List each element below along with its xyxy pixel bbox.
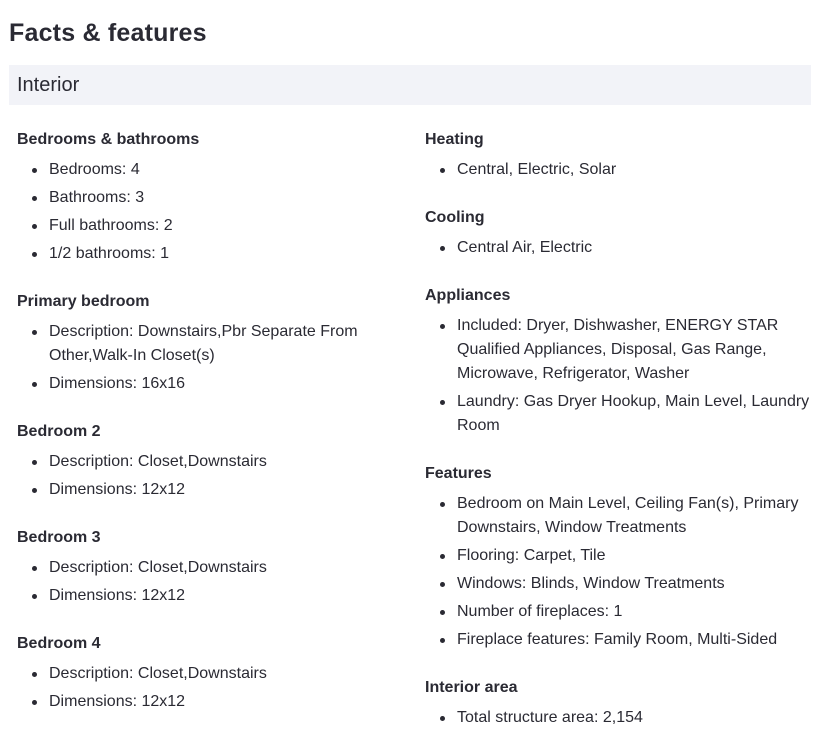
group-title: Cooling [425, 209, 485, 226]
fact-list [17, 320, 407, 396]
fact-item: Dimensions: 12x12 [17, 478, 407, 502]
fact-list [425, 314, 820, 438]
fact-item: Description: Closet,Downstairs [17, 450, 407, 474]
group-primary-bedroom [17, 284, 407, 396]
group-bedroom-2 [17, 414, 407, 502]
group-title: Appliances [425, 287, 511, 304]
group-title: Bedroom 2 [17, 423, 101, 440]
page-title: Facts & features [9, 19, 207, 47]
fact-item: Bedrooms: 4 [17, 158, 407, 182]
fact-item: 1/2 bathrooms: 1 [17, 242, 407, 266]
fact-list [425, 492, 820, 652]
fact-item: Full bathrooms: 2 [17, 214, 407, 238]
group-heating [425, 122, 820, 182]
fact-item: Windows: Blinds, Window Treatments [425, 572, 820, 596]
fact-list [17, 158, 407, 266]
section-title: Interior [17, 74, 80, 96]
fact-item: Laundry: Gas Dryer Hookup, Main Level, Laundry Room [425, 390, 820, 438]
fact-item: Dimensions: 12x12 [17, 584, 407, 608]
group-title: Heating [425, 131, 484, 148]
fact-item: Dimensions: 12x12 [17, 690, 407, 714]
fact-list [17, 662, 407, 714]
interior-section-header[interactable] [9, 65, 811, 105]
fact-list [17, 556, 407, 608]
interior-right-column [425, 122, 820, 738]
fact-item: Fireplace features: Family Room, Multi-Sided [425, 628, 820, 652]
fact-list [425, 158, 820, 182]
group-interior-area [425, 670, 820, 730]
group-title: Interior area [425, 679, 518, 696]
fact-item: Description: Closet,Downstairs [17, 662, 407, 686]
fact-item: Dimensions: 16x16 [17, 372, 407, 396]
fact-item: Total structure area: 2,154 [425, 706, 820, 730]
fact-list [425, 706, 820, 730]
group-appliances [425, 278, 820, 438]
fact-list [425, 236, 820, 260]
fact-list [17, 450, 407, 502]
group-title: Features [425, 465, 492, 482]
interior-left-column [17, 122, 407, 732]
group-features [425, 456, 820, 652]
fact-item: Flooring: Carpet, Tile [425, 544, 820, 568]
group-title: Bedroom 4 [17, 635, 101, 652]
fact-item: Bathrooms: 3 [17, 186, 407, 210]
group-bedroom-3 [17, 520, 407, 608]
group-title: Primary bedroom [17, 293, 150, 310]
fact-item: Included: Dryer, Dishwasher, ENERGY STAR Qualified Appliances, Disposal, Gas Range, Microwave, Refrigerator, Washer [425, 314, 820, 386]
fact-item: Central Air, Electric [425, 236, 820, 260]
fact-item: Number of fireplaces: 1 [425, 600, 820, 624]
group-cooling [425, 200, 820, 260]
fact-item: Bedroom on Main Level, Ceiling Fan(s), Primary Downstairs, Window Treatments [425, 492, 820, 540]
group-bedrooms-bathrooms [17, 122, 407, 266]
group-title: Bedrooms & bathrooms [17, 131, 200, 148]
group-bedroom-4 [17, 626, 407, 714]
fact-item: Description: Downstairs,Pbr Separate From Other,Walk-In Closet(s) [17, 320, 407, 368]
fact-item: Central, Electric, Solar [425, 158, 820, 182]
fact-item: Description: Closet,Downstairs [17, 556, 407, 580]
group-title: Bedroom 3 [17, 529, 101, 546]
